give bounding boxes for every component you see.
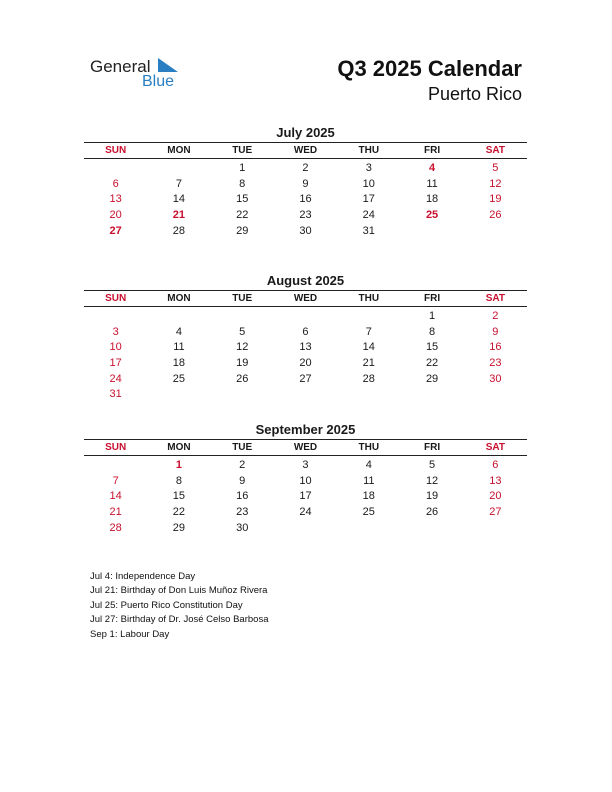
- weekday-fri: FRI: [424, 145, 441, 156]
- holiday-note: Jul 21: Birthday of Don Luis Muñoz Rivera: [90, 585, 268, 597]
- day-cell: 8: [239, 177, 246, 190]
- weekday-fri: FRI: [424, 442, 441, 453]
- day-grid: [84, 456, 527, 536]
- day-cell: 20: [299, 357, 312, 370]
- weekday-sat: SAT: [485, 145, 505, 156]
- weekday-fri: FRI: [424, 293, 441, 304]
- day-cell: 12: [236, 341, 249, 354]
- day-cell: 20: [109, 209, 122, 222]
- day-cell: 21: [109, 506, 122, 519]
- day-cell: 18: [172, 357, 186, 370]
- day-cell: 25: [362, 506, 375, 519]
- logo: [90, 57, 190, 93]
- day-cell: 13: [299, 341, 312, 354]
- empty-cell: [84, 161, 147, 177]
- day-cell: 25: [425, 209, 439, 222]
- day-cell: 9: [239, 474, 246, 487]
- weekday-thu: THU: [358, 442, 380, 453]
- day-cell: 31: [109, 388, 122, 401]
- day-cell: 26: [489, 209, 502, 222]
- day-cell: 13: [109, 193, 122, 206]
- day-cell: 22: [425, 357, 439, 370]
- day-cell: 1: [175, 459, 182, 471]
- weekday-header: [84, 439, 527, 456]
- day-grid: [84, 307, 527, 403]
- day-cell: 1: [239, 162, 246, 174]
- day-cell: 16: [299, 193, 312, 206]
- day-cell: 19: [236, 357, 249, 370]
- day-cell: 29: [172, 521, 186, 534]
- day-cell: 4: [365, 459, 372, 471]
- weekday-thu: THU: [358, 145, 380, 156]
- day-cell: 3: [112, 325, 119, 338]
- day-cell: 16: [236, 490, 249, 503]
- day-cell: 12: [489, 177, 502, 190]
- page-title: Q3 2025 Calendar: [337, 56, 522, 81]
- day-cell: 29: [425, 372, 439, 385]
- day-cell: 17: [109, 357, 122, 370]
- day-cell: 30: [236, 521, 249, 534]
- day-cell: 11: [173, 341, 185, 354]
- day-cell: 4: [429, 162, 436, 174]
- day-cell: 2: [492, 310, 499, 322]
- weekday-header: [84, 142, 527, 159]
- day-cell: 17: [362, 193, 375, 206]
- weekday-sat: SAT: [485, 442, 505, 453]
- day-cell: 7: [365, 325, 372, 338]
- empty-cell: [84, 309, 147, 325]
- day-cell: 22: [236, 209, 249, 222]
- day-cell: 17: [299, 490, 312, 503]
- day-cell: 3: [302, 459, 309, 471]
- day-cell: 21: [172, 209, 186, 222]
- day-cell: 3: [365, 162, 372, 174]
- day-cell: 14: [172, 193, 186, 206]
- day-cell: 10: [299, 474, 312, 487]
- day-cell: 11: [426, 177, 438, 190]
- logo-flag-icon: [158, 58, 180, 74]
- weekday-mon: MON: [167, 293, 191, 304]
- weekday-wed: WED: [293, 145, 318, 156]
- day-cell: 20: [489, 490, 502, 503]
- day-cell: 5: [239, 325, 246, 338]
- month-title: September 2025: [255, 422, 356, 437]
- day-cell: 15: [172, 490, 186, 503]
- day-cell: 24: [299, 506, 312, 519]
- day-cell: 16: [489, 341, 502, 354]
- weekday-thu: THU: [358, 293, 380, 304]
- month-july: [84, 124, 527, 239]
- day-cell: 19: [425, 490, 439, 503]
- day-cell: 23: [299, 209, 312, 222]
- holiday-note: Jul 4: Independence Day: [90, 571, 196, 582]
- empty-cell: [274, 309, 337, 325]
- day-cell: 8: [429, 325, 436, 338]
- region-name: Puerto Rico: [427, 84, 522, 104]
- day-cell: 12: [425, 474, 439, 487]
- day-cell: 27: [109, 224, 122, 237]
- day-cell: 31: [362, 224, 375, 237]
- day-cell: 13: [489, 474, 502, 487]
- day-cell: 9: [302, 177, 309, 190]
- day-cell: 23: [489, 357, 502, 370]
- day-cell: 11: [363, 474, 375, 487]
- day-cell: 28: [172, 224, 186, 237]
- weekday-mon: MON: [167, 145, 191, 156]
- empty-cell: [147, 309, 210, 325]
- day-cell: 6: [112, 177, 119, 190]
- day-cell: 6: [492, 459, 499, 471]
- day-cell: 30: [489, 372, 502, 385]
- weekday-tue: TUE: [232, 145, 253, 156]
- weekday-sun: SUN: [105, 442, 127, 453]
- day-cell: 23: [236, 506, 249, 519]
- weekday-header: [84, 290, 527, 307]
- day-cell: 7: [175, 177, 182, 190]
- weekday-sun: SUN: [105, 293, 127, 304]
- holiday-note: Sep 1: Labour Day: [90, 628, 170, 640]
- day-cell: 10: [109, 341, 122, 354]
- weekday-tue: TUE: [232, 293, 253, 304]
- month-september: [84, 421, 527, 536]
- weekday-tue: TUE: [232, 442, 253, 453]
- weekday-wed: WED: [293, 442, 318, 453]
- day-cell: 9: [492, 325, 499, 338]
- day-cell: 24: [109, 372, 122, 385]
- month-title: July 2025: [276, 125, 335, 140]
- day-cell: 19: [489, 193, 502, 206]
- day-cell: 21: [362, 357, 375, 370]
- day-cell: 14: [362, 341, 375, 354]
- empty-cell: [84, 458, 147, 474]
- day-cell: 14: [109, 490, 122, 503]
- day-cell: 22: [172, 506, 186, 519]
- weekday-sun: SUN: [105, 145, 127, 156]
- day-cell: 26: [425, 506, 439, 519]
- month-title: August 2025: [266, 273, 345, 288]
- day-cell: 18: [362, 490, 375, 503]
- day-cell: 26: [236, 372, 249, 385]
- empty-cell: [147, 161, 210, 177]
- day-cell: 25: [172, 372, 186, 385]
- holiday-notes: [90, 570, 268, 642]
- logo-blue-text: Blue: [142, 73, 175, 90]
- day-cell: 27: [489, 506, 502, 519]
- weekday-mon: MON: [167, 442, 191, 453]
- holiday-note: Jul 25: Puerto Rico Constitution Day: [90, 599, 243, 611]
- weekday-sat: SAT: [485, 293, 505, 304]
- day-cell: 5: [492, 162, 499, 174]
- day-cell: 4: [175, 325, 182, 338]
- logo-general-text: General: [90, 57, 151, 76]
- day-cell: 7: [112, 474, 119, 487]
- day-cell: 15: [236, 193, 249, 206]
- month-august: [84, 272, 527, 403]
- day-cell: 1: [429, 310, 436, 322]
- day-cell: 28: [109, 521, 122, 534]
- day-cell: 5: [429, 459, 436, 471]
- day-cell: 8: [175, 474, 182, 487]
- day-cell: 10: [362, 177, 375, 190]
- empty-cell: [337, 309, 400, 325]
- day-cell: 30: [299, 224, 312, 237]
- day-cell: 2: [239, 459, 246, 471]
- day-cell: 2: [302, 162, 309, 174]
- day-cell: 27: [299, 372, 312, 385]
- day-grid: [84, 159, 527, 239]
- day-cell: 29: [236, 224, 249, 237]
- day-cell: 6: [302, 325, 309, 338]
- weekday-wed: WED: [293, 293, 318, 304]
- empty-cell: [211, 309, 274, 325]
- day-cell: 15: [425, 341, 439, 354]
- day-cell: 18: [425, 193, 439, 206]
- day-cell: 28: [362, 372, 375, 385]
- holiday-note: Jul 27: Birthday of Dr. José Celso Barbosa: [90, 614, 269, 626]
- day-cell: 24: [362, 209, 375, 222]
